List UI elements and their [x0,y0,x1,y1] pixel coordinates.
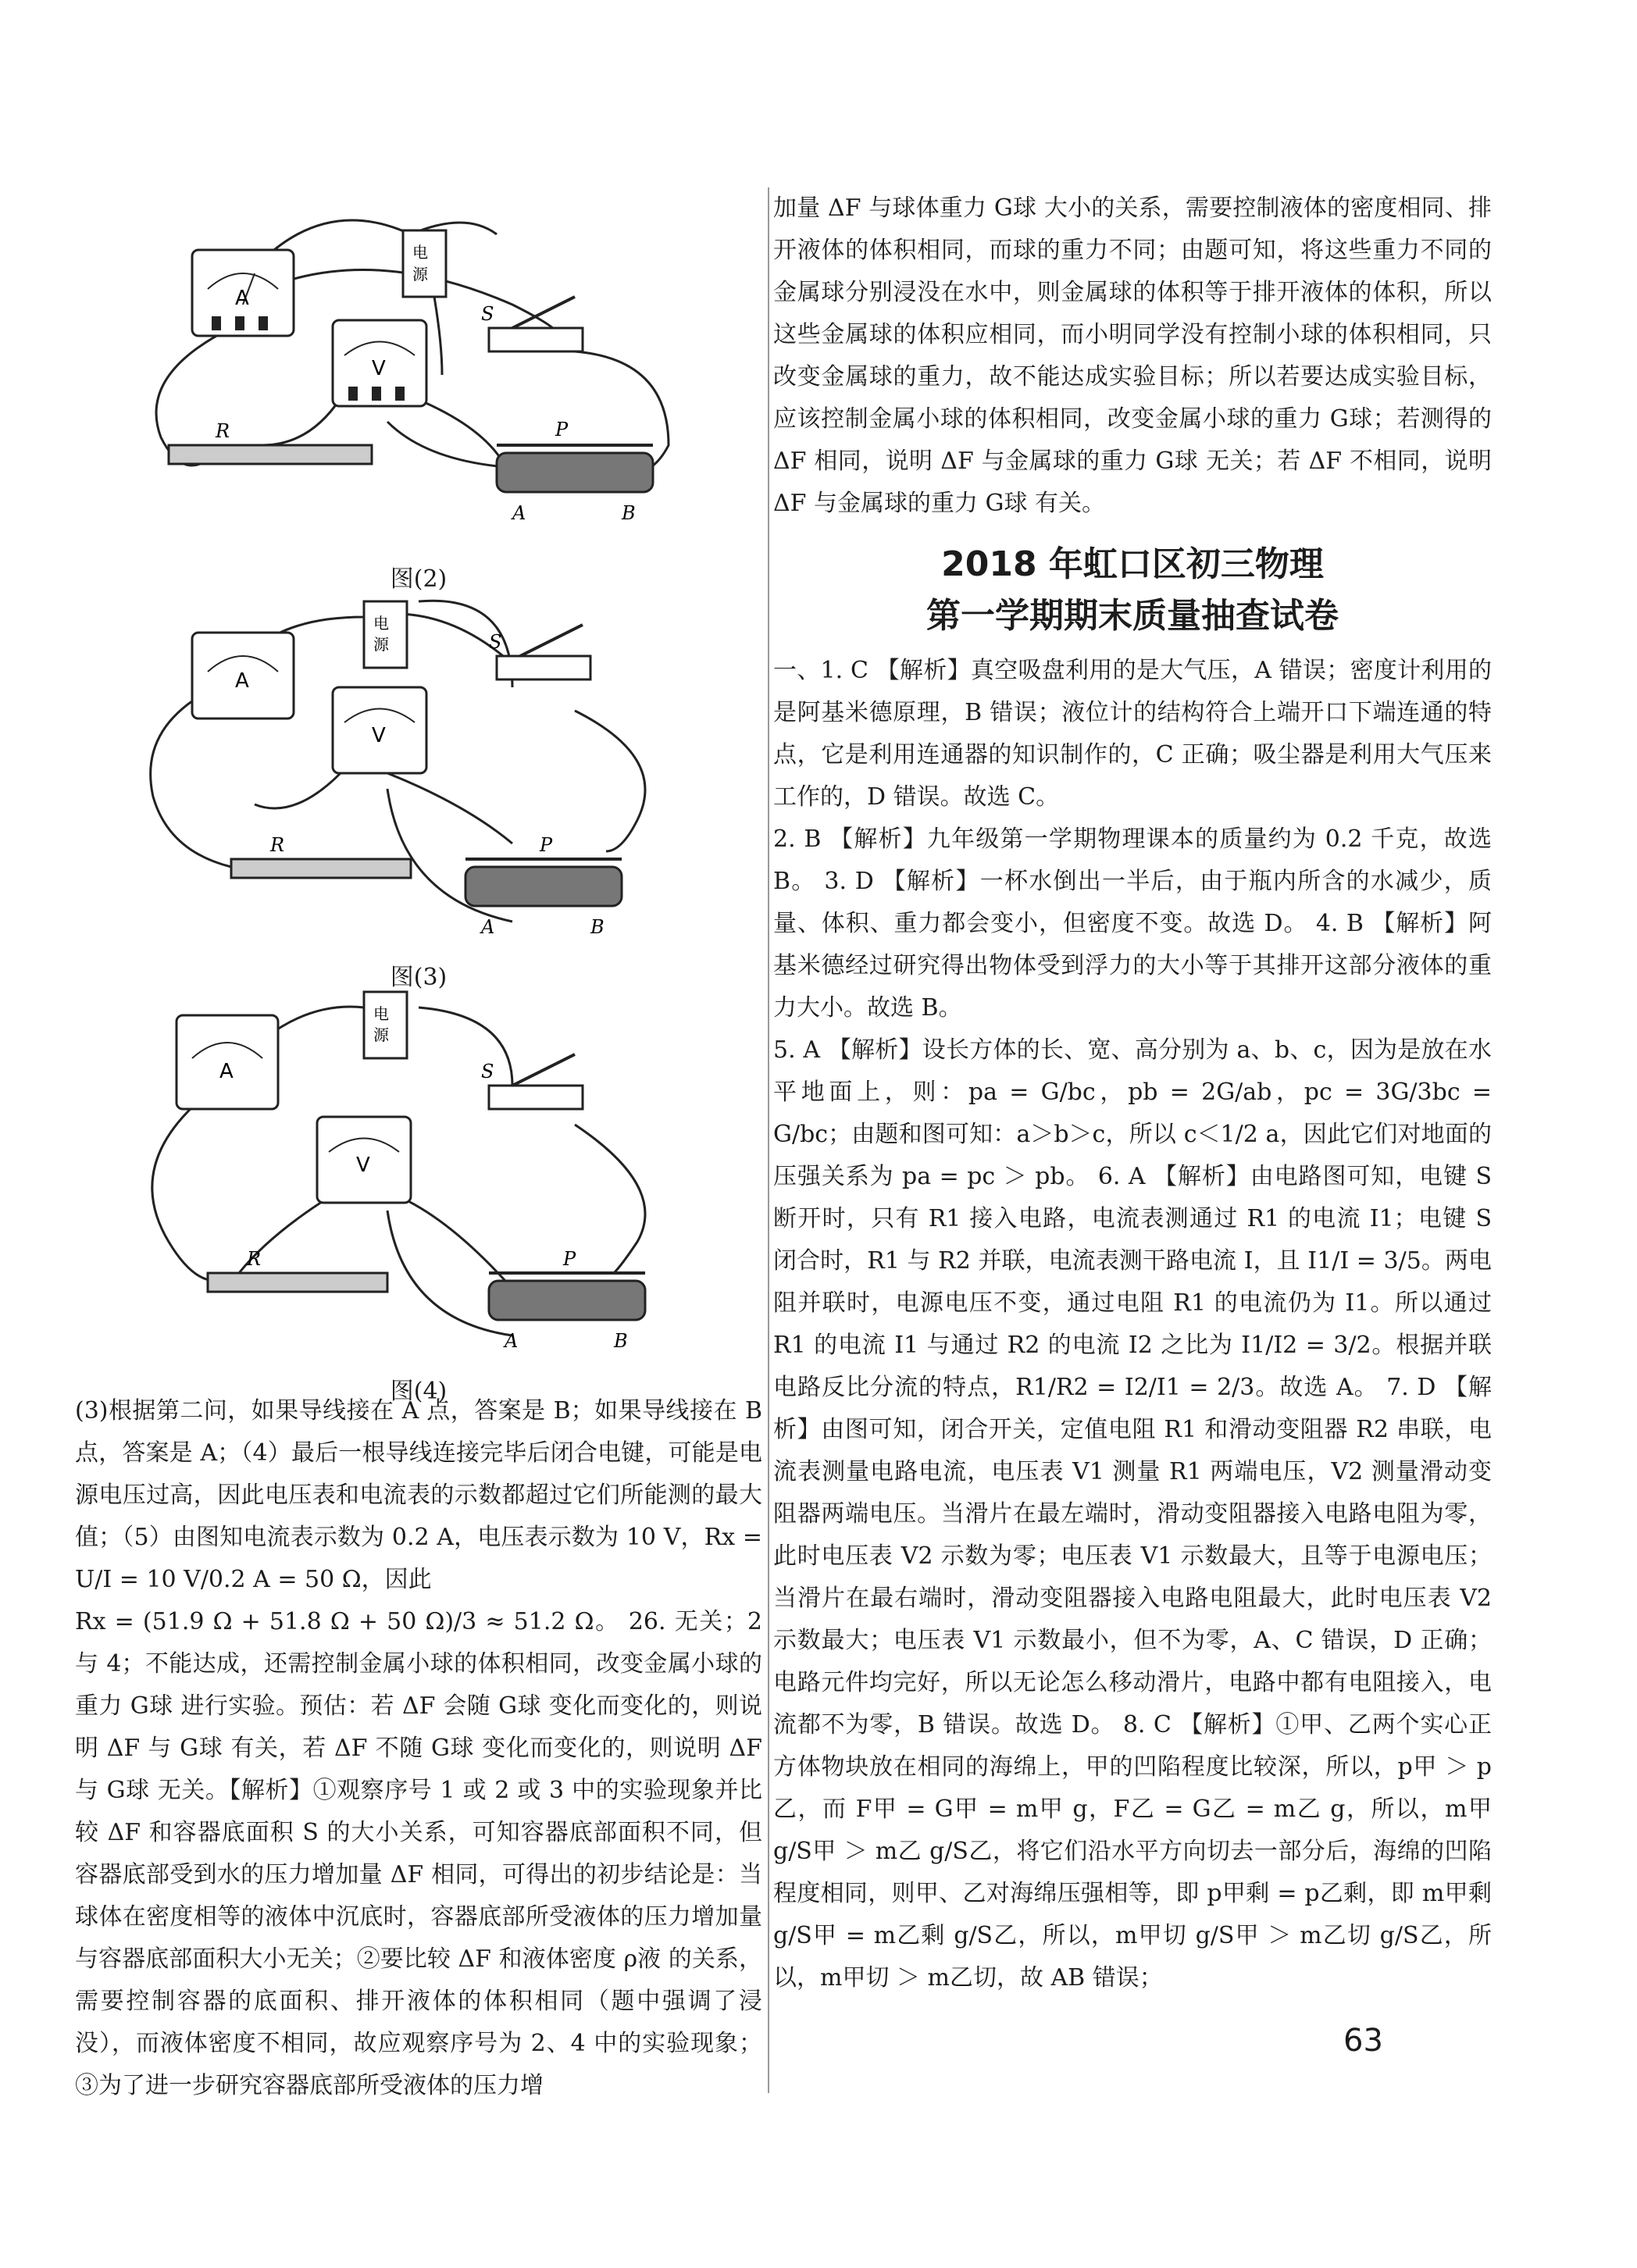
answer-text-q1: 一、1. C 【解析】真空吸盘利用的是大气压，A 错误；密度计利用的是阿基米德原理，B 错误；液位计的结构符合上端开口下端连通的特点，它是利用连通器的知识制作的，C 正确；吸尘器是利用大气压来工作的，D 错误。故选 C。 [773,657,1492,811]
svg-text:B: B [622,502,636,524]
svg-text:S: S [481,303,494,325]
svg-text:A: A [481,916,495,938]
answer-text-right-0: 加量 ΔF 与球体重力 G球 大小的关系，需要控制液体的密度相同、排开液体的体积相同，而球的重力不同；由题可知，将这些重力不同的金属球分别浸没在水中，则金属球的体积等于排开液体的体积，所以这些金属球的体积应相同，而小明同学没有控制小球的体积相同，只改变金属球的重力，故不能达成实验目标；所以若要达成实验目标，应该控制金属小球的体积相同，改变金属小球的重力 G球；若测得的 ΔF 相同，说明 ΔF 与金属球的重力 G球 无关；若 ΔF 不相同，说明 ΔF 与金属球的重力 G球 有关。 [773,194,1492,517]
svg-text:电: 电 [373,1004,389,1023]
svg-text:A: A [512,502,526,524]
svg-text:P: P [540,834,553,856]
voltmeter-icon [333,320,426,406]
left-column [75,187,762,2107]
svg-text:B: B [614,1330,628,1352]
svg-text:R: R [270,834,285,856]
svg-text:A: A [235,669,249,693]
ammeter-icon [192,250,294,336]
figure-4-caption: 图(4) [390,1378,448,1405]
ammeter-icon [192,633,294,719]
svg-text:A: A [219,1060,234,1083]
figure-3-caption: 图(3) [390,964,448,991]
circuit-diagram-4 [75,984,762,1367]
svg-text:B: B [590,916,605,938]
exam-title [773,539,1492,642]
svg-text:电: 电 [373,614,389,633]
svg-text:V: V [356,1154,370,1177]
svg-text:P: P [563,1248,576,1270]
switch-icon [481,297,583,351]
voltmeter-icon [333,687,426,773]
exam-title-line1: 2018 年虹口区初三物理 [941,544,1324,584]
rheostat-icon [465,834,622,938]
svg-text:电: 电 [412,243,428,262]
page-number: 63 [1343,2023,1383,2059]
ammeter-icon [177,1015,278,1109]
column-divider [768,187,769,2093]
circuit-diagram-2 [75,187,762,555]
figure-2 [75,187,762,593]
svg-text:R: R [247,1248,262,1270]
power-source-icon [403,230,446,297]
svg-text:R: R [216,420,230,442]
svg-text:V: V [372,724,386,747]
power-source-icon [364,601,407,668]
voltmeter-icon [317,1117,411,1203]
svg-text:A: A [235,287,249,310]
answer-text-q5-8: 5. A 【解析】设长方体的长、宽、高分别为 a、b、c，因为是放在水平地面上，则：pa = G/bc，pb = 2G/ab，pc = 3G/3bc = G/bc；由题和图可知：a＞b＞c，所以 c＜1/2 a，因此它们对地面的压强关系为 pa = pc ＞ pb。 6. A 【解析】由电路图可知，电键 S 断开时，只有 R1 接入电路，电流表测通过 R1 的电流 I1；电键 S 闭合时，R1 与 R2 并联，电流表测干路电流 I，且 I1/I = 3/5。两电阻并联时，电源电压不变，通过电阻 R1 的电流仍为 I1。所以通过 R1 的电流 I1 与通过 R2 的电流 I2 之比为 I1/I2 = 3/2。根据并联电路反比分流的特点，R1/R2 = I2/I1 = 2/3。故选 A。 7. D 【解析】由图可知，闭合开关，定值电阻 R1 和滑动变阻器 R2 串联，电流表测量电路电流，电压表 V1 测量 R1 两端电压，V2 测量滑动变阻器两端电压。当滑片在最左端时，滑动变阻器接入电路电阻为零，此时电压表 V2 示数为零；电压表 V1 示数最大，且等于电源电压；当滑片在最右端时，滑动变阻器接入电路电阻最大，此时电压表 V2 示数最大；电压表 V1 示数最小，但不为零，A、C 错误，D 正确；电路元件均完好，所以无论怎么移动滑片，电路中都有电阻接入，电流都不为零，B 错误。故选 D。 8. C 【解析】①甲、乙两个实心正方体物块放在相同的海绵上，甲的凹陷程度比较深，所以，p甲 ＞ p乙，而 F甲 = G甲 = m甲 g，F乙 = G乙 = m乙 g，所以，m甲 g/S甲 ＞ m乙 g/S乙，将它们沿水平方向切去一部分后，海绵的凹陷程度相同，则甲、乙对海绵压强相等，即 p甲剩 = p乙剩，即 m甲剩 g/S甲 = m乙剩 g/S乙，所以，m甲切 g/S甲 ＞ m乙切 g/S乙，所以，m甲切 ＞ m乙切，故 AB 错误； [773,1036,1492,1992]
power-source-icon [364,992,407,1058]
svg-text:P: P [555,419,569,440]
circuit-diagram-3 [75,586,762,953]
resistor-icon [208,1248,387,1292]
figure-4 [75,984,762,1405]
svg-text:源: 源 [373,1025,389,1044]
svg-text:V: V [372,357,386,380]
right-column [773,187,1492,1999]
resistor-icon [231,834,411,878]
svg-text:源: 源 [373,635,389,654]
answer-text-left-2: Rx = (51.9 Ω + 51.8 Ω + 50 Ω)/3 ≈ 51.2 Ω。 26. 无关；2 与 4；不能达成，还需控制金属小球的体积相同，改变金属小球的重力 G球 进行实验。预估：若 ΔF 会随 G球 变化而变化的，则说明 ΔF 与 G球 有关，若 ΔF 不随 G球 变化而变化的，则说明 ΔF 与 G球 无关。【解析】①观察序号 1 或 2 或 3 中的实验现象并比较 ΔF 和容器底面积 S 的大小关系，可知容器底部面积不同，但容器底部受到水的压力增加量 ΔF 相同，可得出的初步结论是：当球体在密度相等的液体中沉底时，容器底部所受液体的压力增加量与容器底部面积大小无关；②要比较 ΔF 和液体密度 ρ液 的关系，需要控制容器的底面积、排开液体的体积相同（题中强调了浸没），而液体密度不相同，故应观察序号为 2、4 中的实验现象；③为了进一步研究容器底部所受液体的压力增 [75,1608,762,2099]
rheostat-icon [497,419,653,524]
figure-3 [75,586,762,991]
svg-text:S: S [489,631,502,653]
svg-text:A: A [505,1330,519,1352]
svg-text:S: S [481,1061,494,1082]
resistor-icon [169,420,372,464]
exam-title-line2: 第一学期期末质量抽查试卷 [926,596,1339,636]
svg-text:源: 源 [412,265,428,284]
figure-2-caption: 图(2) [390,565,448,593]
switch-icon [489,625,590,679]
answer-text-q2-4: 2. B 【解析】九年级第一学期物理课本的质量约为 0.2 千克，故选 B。 3. D 【解析】一杯水倒出一半后，由于瓶内所含的水减少，质量、体积、重力都会变小，但密度不变。故选 D。 4. B 【解析】阿基米德经过研究得出物体受到浮力的大小等于其排开这部分液体的重力大小。故选 B。 [773,826,1492,1022]
switch-icon [481,1054,583,1109]
answer-text-left-1: (3)根据第二问，如果导线接在 A 点，答案是 B；如果导线接在 B 点，答案是 A；（4）最后一根导线连接完毕后闭合电键，可能是电源电压过高，因此电压表和电流表的示数都超过它们所能测的最大值；（5）由图知电流表示数为 0.2 A，电压表示数为 10 V，Rx = U/I = 10 V/0.2 A = 50 Ω，因此 [75,1397,762,1593]
